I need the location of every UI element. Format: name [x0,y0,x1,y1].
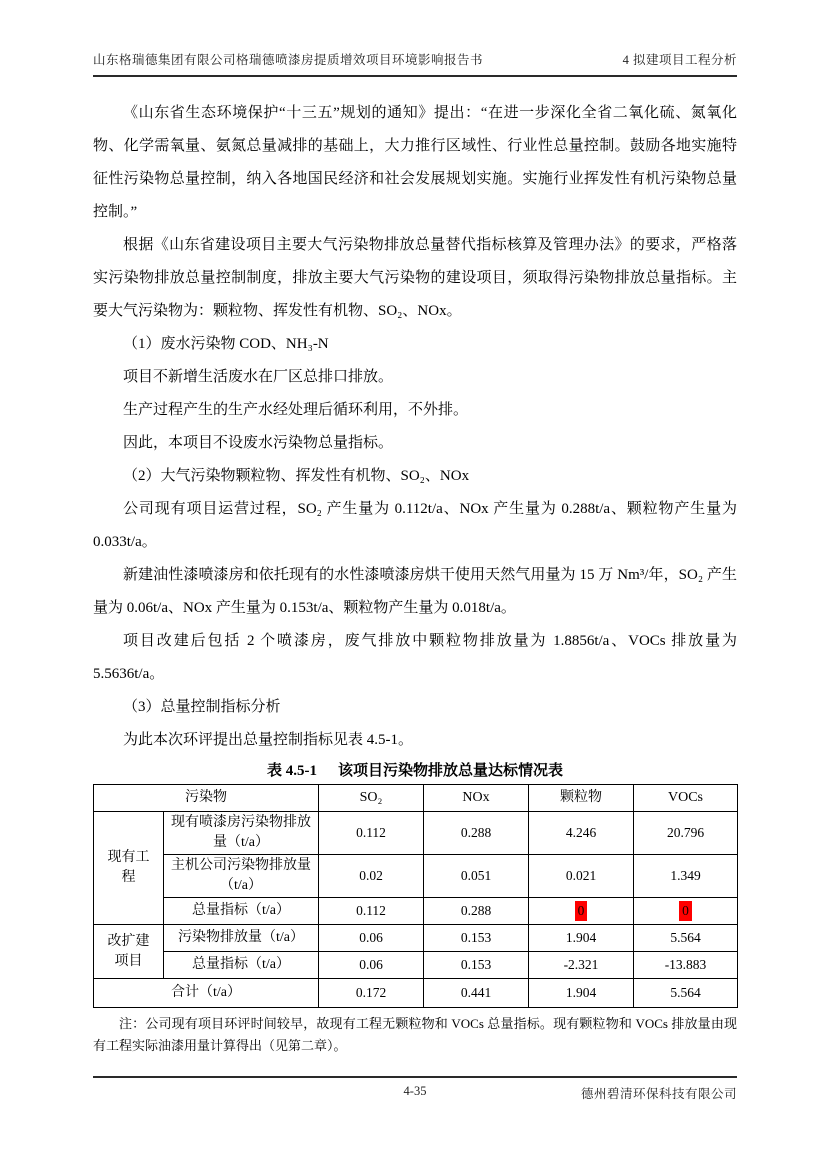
table-row [94,952,738,979]
paragraph: 公司现有项目运营过程，SO₂ 产生量为 0.112t/a、NOx 产生量为 0.288t/a、颗粒物产生量为 0.033t/a。 [93,501,737,550]
column-header-nox: NOx [424,785,529,812]
cell-pm: -2.321 [529,952,634,979]
cell-nox: 0.441 [424,979,529,1008]
page-number: 4-35 [403,1084,427,1098]
cell-pm: 4.246 [529,812,634,855]
paragraph: 新建油性漆喷漆房和依托现有的水性漆喷漆房烘干使用天然气用量为 15 万 Nm³/年，SO₂ 产生量为 0.06t/a、NOx 产生量为 0.153t/a、颗粒物产生量为 0.018t/a。 [93,567,737,616]
row-label: 主机公司污染物排放量（t/a） [164,855,319,898]
column-header-pollutant: 污染物 [94,785,319,812]
red-highlight: 0 [575,901,588,921]
paragraph: 项目改建后包括 2 个喷漆房，废气排放中颗粒物排放量为 1.8856t/a、VOCs 排放量为 5.5636t/a。 [93,633,737,682]
body-text [93,97,737,757]
page-content [93,0,737,1057]
table-row [94,898,738,925]
cell-vocs: 1.349 [634,855,738,898]
cell-nox: 0.153 [424,925,529,952]
paragraph: 项目不新增生活废水在厂区总排口排放。 [123,369,394,385]
cell-nox: 0.051 [424,855,529,898]
column-header-pm: 颗粒物 [529,785,634,812]
cell-vocs: 5.564 [634,979,738,1008]
footer-company-name: 德州碧清环保科技有限公司 [580,1087,737,1101]
paragraph: 根据《山东省建设项目主要大气污染物排放总量替代指标核算及管理办法》的要求，严格落实污染物排放总量控制制度，排放主要大气污染物的建设项目，须取得污染物排放总量指标。主要大气污染物为：颗粒物、挥发性有机物、SO₂、NOx。 [93,237,737,319]
paragraph: （3）总量控制指标分析 [123,699,281,715]
table-header-row [94,785,738,812]
cell-so2: 0.06 [319,925,424,952]
page-footer [93,1076,737,1102]
paragraph: 生产过程产生的生产水经处理后循环利用，不外排。 [123,402,469,418]
column-header-vocs: VOCs [634,785,738,812]
cell-pm: 1.904 [529,925,634,952]
table-caption-title: 该项目污染物排放总量达标情况表 [337,763,563,779]
cell-vocs: 20.796 [634,812,738,855]
paragraph: （1）废水污染物 COD、NH₃-N [123,336,329,352]
cell-so2: 0.02 [319,855,424,898]
cell-nox: 0.288 [424,812,529,855]
table-row [94,925,738,952]
cell-pm: 0.021 [529,855,634,898]
row-label: 总量指标（t/a） [164,898,319,925]
paragraph: 为此本次环评提出总量控制指标见表 4.5-1。 [123,732,413,748]
cell-so2: 0.172 [319,979,424,1008]
group-existing-project: 现有工程 [94,812,164,925]
cell-pm-highlighted [529,898,634,925]
paragraph: 《山东省生态环境保护“十三五”规划的通知》提出：“在进一步深化全省二氧化硫、氮氧化物、化学需氧量、氨氮总量减排的基础上，大力推行区域性、行业性总量控制。鼓励各地实施特征性污染物总量控制，纳入各地国民经济和社会发展规划实施。实施行业挥发性有机污染物总量控制。” [93,105,737,220]
cell-vocs: -13.883 [634,952,738,979]
red-highlight: 0 [679,901,692,921]
table-caption-label: 表 4.5-1 [266,763,317,779]
group-expansion-project: 改扩建项目 [94,925,164,979]
table-note: 注：公司现有项目环评时间较早，故现有工程无颗粒物和 VOCs 总量指标。现有颗粒物和 VOCs 排放量由现有工程实际油漆用量计算得出（见第二章）。 [93,1016,737,1053]
header-chapter-title: 4 拟建项目工程分析 [622,53,737,67]
row-label: 现有喷漆房污染物排放量（t/a） [164,812,319,855]
row-label: 污染物排放量（t/a） [164,925,319,952]
table-row [94,812,738,855]
cell-nox: 0.288 [424,898,529,925]
cell-pm: 1.904 [529,979,634,1008]
cell-so2: 0.06 [319,952,424,979]
page-header [93,0,737,77]
table-total-row [94,979,738,1008]
cell-nox: 0.153 [424,952,529,979]
row-label: 总量指标（t/a） [164,952,319,979]
table-caption [93,761,737,781]
paragraph: 因此，本项目不设废水污染物总量指标。 [123,435,394,451]
table-row [94,855,738,898]
pollutant-totals-table [93,784,738,1008]
cell-vocs-highlighted [634,898,738,925]
header-doc-title: 山东格瑞德集团有限公司格瑞德喷漆房提质增效项目环境影响报告书 [93,53,484,67]
cell-vocs: 5.564 [634,925,738,952]
total-row-label: 合计（t/a） [94,979,319,1008]
cell-so2: 0.112 [319,898,424,925]
cell-so2: 0.112 [319,812,424,855]
column-header-so2: SO₂ [319,785,424,812]
paragraph: （2）大气污染物颗粒物、挥发性有机物、SO₂、NOx [123,468,470,484]
